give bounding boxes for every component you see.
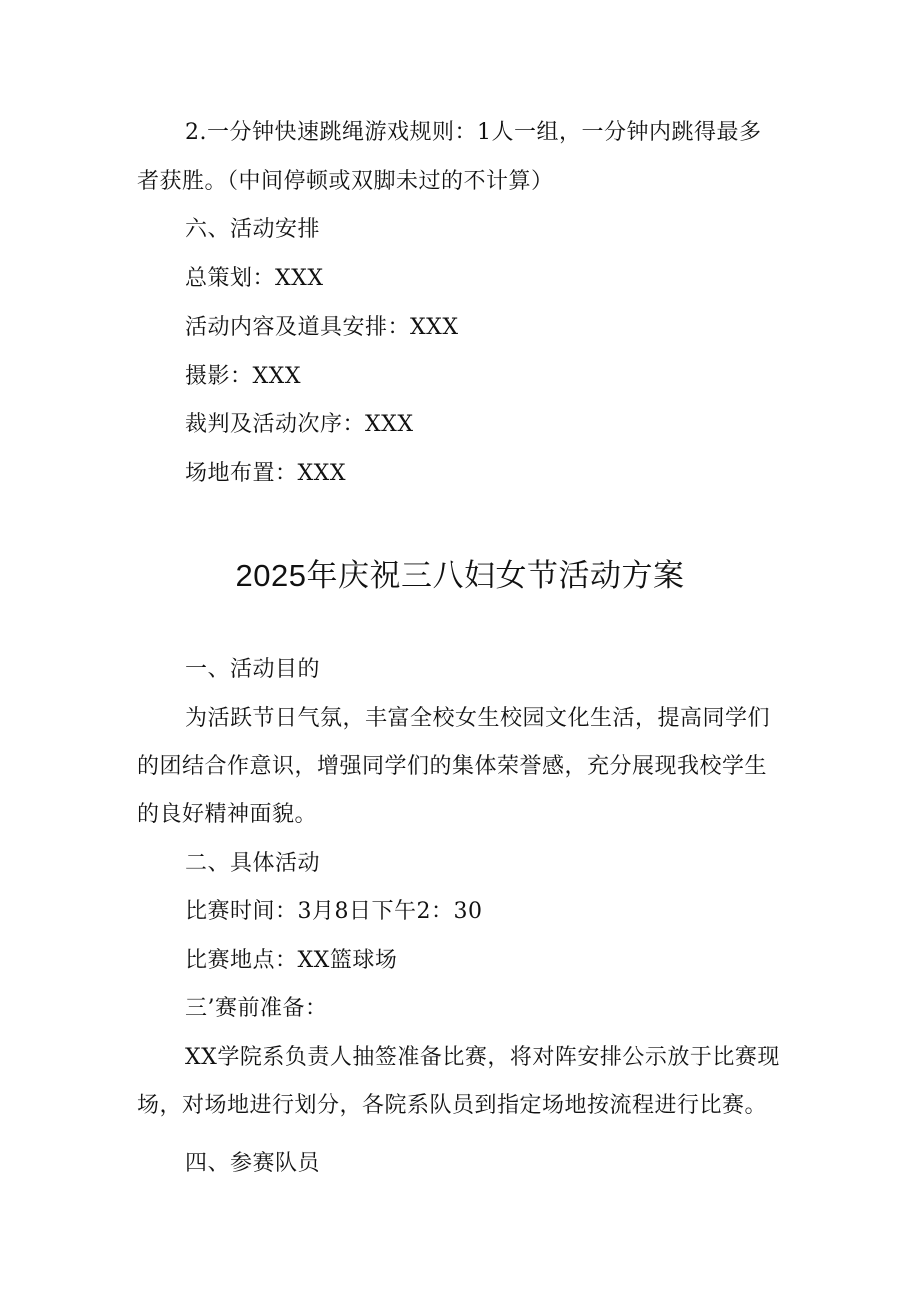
props-line: 活动内容及道具安排：XXX	[185, 315, 459, 340]
purpose-line-2: 的团结合作意识，增强同学们的集体荣誉感，充分展现我校学生	[137, 754, 768, 779]
venue-setup-line: 场地布置：XXX	[185, 461, 346, 486]
document-title: 2025年庆祝三八妇女节活动方案	[235, 558, 685, 593]
purpose-line-3: 的良好精神面貌。	[137, 802, 318, 827]
match-time-line: 比赛时间：3月8日下午2：30	[185, 899, 483, 924]
section-heading-participants: 四、参赛队员	[185, 1151, 321, 1176]
preparation-line-2: 场，对场地进行划分，各院系队员到指定场地按流程进行比赛。	[137, 1093, 768, 1118]
referee-line: 裁判及活动次序：XXX	[185, 412, 414, 437]
section-heading-preparation: 三’赛前准备：	[185, 996, 328, 1021]
match-place-line: 比赛地点：XX篮球场	[185, 948, 398, 973]
preparation-line-1: XX学院系负责人抽签准备比赛，将对阵安排公示放于比赛现	[185, 1045, 780, 1070]
rule-line-1: 2.一分钟快速跳绳游戏规则：1人一组，一分钟内跳得最多	[185, 120, 762, 145]
photo-line: 摄影：XXX	[185, 364, 301, 389]
section-heading-purpose: 一、活动目的	[185, 657, 321, 682]
planner-line: 总策划：XXX	[185, 266, 324, 291]
section-heading-activity-arrangement: 六、活动安排	[185, 217, 321, 242]
purpose-line-1: 为活跃节日气氛，丰富全校女生校园文化生活，提高同学们	[185, 706, 771, 731]
rule-line-2: 者获胜。（中间停顿或双脚未过的不计算）	[137, 169, 554, 194]
section-heading-activities: 二、具体活动	[185, 851, 321, 876]
